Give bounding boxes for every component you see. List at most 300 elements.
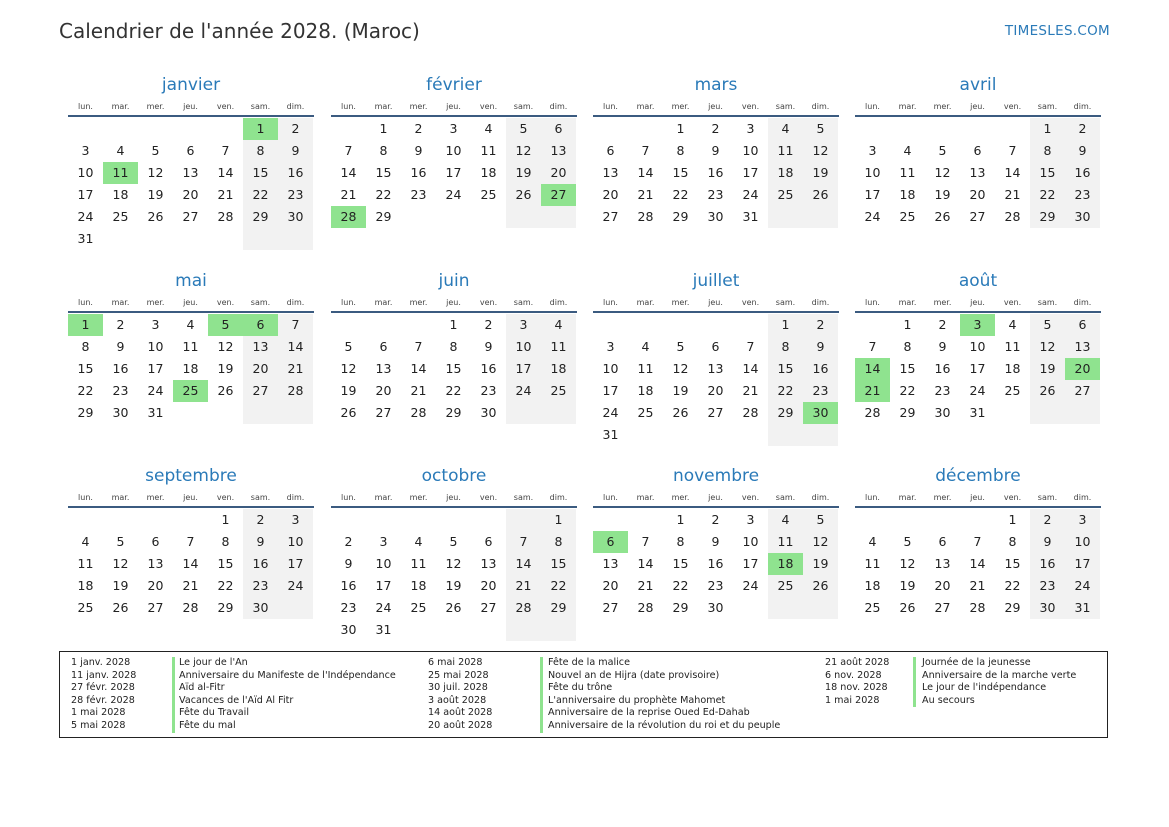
day-cell[interactable]: 13	[147, 556, 164, 571]
day-cell[interactable]: 20	[707, 383, 724, 398]
day-cell[interactable]: 13	[541, 140, 576, 162]
day-cell[interactable]: 11	[480, 143, 497, 158]
day-cell[interactable]: 15	[672, 165, 689, 180]
day-cell[interactable]: 26	[506, 184, 541, 206]
day-cell[interactable]: 30	[803, 402, 838, 424]
day-cell[interactable]: 9	[344, 556, 353, 571]
day-cell[interactable]: 22	[445, 383, 462, 398]
day-cell[interactable]: 31	[602, 427, 619, 442]
day-cell[interactable]: 19	[217, 361, 234, 376]
day-cell[interactable]: 12	[217, 339, 234, 354]
day-cell[interactable]: 22	[243, 184, 278, 206]
day-cell[interactable]: 25	[768, 184, 803, 206]
day-cell[interactable]: 9	[116, 339, 125, 354]
day-cell[interactable]: 30	[1065, 206, 1100, 228]
day-cell[interactable]: 31	[375, 622, 392, 637]
day-cell[interactable]: 17	[864, 187, 881, 202]
day-cell[interactable]: 2	[1030, 509, 1065, 531]
day-cell[interactable]: 30	[340, 622, 357, 637]
day-cell[interactable]: 18	[112, 187, 129, 202]
day-cell[interactable]: 16	[934, 361, 951, 376]
day-cell[interactable]: 16	[803, 358, 838, 380]
day-cell[interactable]: 5	[803, 118, 838, 140]
day-cell[interactable]: 31	[1065, 597, 1100, 619]
day-cell[interactable]: 15	[768, 358, 803, 380]
day-cell[interactable]: 29	[1004, 600, 1021, 615]
day-cell[interactable]: 2	[278, 118, 313, 140]
day-cell[interactable]: 16	[340, 578, 357, 593]
day-cell[interactable]: 11	[637, 361, 654, 376]
day-cell[interactable]: 22	[1004, 578, 1021, 593]
day-cell[interactable]: 27	[602, 600, 619, 615]
day-cell[interactable]: 25	[768, 575, 803, 597]
day-cell[interactable]: 22	[899, 383, 916, 398]
day-cell[interactable]: 17	[445, 165, 462, 180]
day-cell[interactable]: 26	[112, 600, 129, 615]
day-cell[interactable]: 22	[217, 578, 234, 593]
day-cell[interactable]: 14	[742, 361, 759, 376]
day-cell[interactable]: 8	[541, 531, 576, 553]
day-cell[interactable]: 10	[147, 339, 164, 354]
day-cell[interactable]: 18	[768, 553, 803, 575]
day-cell[interactable]: 17	[77, 187, 94, 202]
day-cell[interactable]: 25	[410, 600, 427, 615]
day-cell[interactable]: 2	[938, 317, 947, 332]
day-cell[interactable]: 30	[278, 206, 313, 228]
day-cell[interactable]: 8	[81, 339, 90, 354]
day-cell[interactable]: 1	[676, 512, 685, 527]
day-cell[interactable]: 6	[711, 339, 720, 354]
day-cell[interactable]: 23	[803, 380, 838, 402]
day-cell[interactable]: 15	[899, 361, 916, 376]
day-cell[interactable]: 28	[506, 597, 541, 619]
day-cell[interactable]: 16	[278, 162, 313, 184]
day-cell[interactable]: 19	[506, 162, 541, 184]
day-cell[interactable]: 13	[707, 361, 724, 376]
day-cell[interactable]: 18	[77, 578, 94, 593]
day-cell[interactable]: 6	[484, 534, 493, 549]
day-cell[interactable]: 26	[803, 575, 838, 597]
day-cell[interactable]: 13	[969, 165, 986, 180]
day-cell[interactable]: 28	[217, 209, 234, 224]
day-cell[interactable]: 19	[445, 578, 462, 593]
day-cell[interactable]: 14	[637, 165, 654, 180]
day-cell[interactable]: 27	[602, 209, 619, 224]
day-cell[interactable]: 17	[742, 556, 759, 571]
day-cell[interactable]: 13	[602, 556, 619, 571]
day-cell[interactable]: 18	[480, 165, 497, 180]
day-cell[interactable]: 13	[375, 361, 392, 376]
day-cell[interactable]: 5	[938, 143, 947, 158]
day-cell[interactable]: 24	[969, 383, 986, 398]
day-cell[interactable]: 23	[278, 184, 313, 206]
day-cell[interactable]: 26	[934, 209, 951, 224]
day-cell[interactable]: 15	[672, 556, 689, 571]
day-cell[interactable]: 8	[449, 339, 458, 354]
day-cell[interactable]: 6	[243, 314, 278, 336]
day-cell[interactable]: 18	[182, 361, 199, 376]
day-cell[interactable]: 10	[602, 361, 619, 376]
day-cell[interactable]: 5	[116, 534, 125, 549]
day-cell[interactable]: 25	[637, 405, 654, 420]
day-cell[interactable]: 20	[182, 187, 199, 202]
day-cell[interactable]: 7	[973, 534, 982, 549]
day-cell[interactable]: 12	[672, 361, 689, 376]
day-cell[interactable]: 10	[969, 339, 986, 354]
day-cell[interactable]: 7	[278, 314, 313, 336]
day-cell[interactable]: 29	[899, 405, 916, 420]
day-cell[interactable]: 19	[1030, 358, 1065, 380]
day-cell[interactable]: 1	[449, 317, 458, 332]
day-cell[interactable]: 26	[445, 600, 462, 615]
day-cell[interactable]: 26	[217, 383, 234, 398]
day-cell[interactable]: 30	[934, 405, 951, 420]
day-cell[interactable]: 8	[379, 143, 388, 158]
day-cell[interactable]: 7	[868, 339, 877, 354]
day-cell[interactable]: 22	[541, 575, 576, 597]
day-cell[interactable]: 27	[243, 380, 278, 402]
day-cell[interactable]: 30	[480, 405, 497, 420]
day-cell[interactable]: 9	[243, 531, 278, 553]
day-cell[interactable]: 25	[864, 600, 881, 615]
day-cell[interactable]: 6	[593, 531, 628, 553]
day-cell[interactable]: 23	[934, 383, 951, 398]
day-cell[interactable]: 26	[147, 209, 164, 224]
day-cell[interactable]: 18	[899, 187, 916, 202]
day-cell[interactable]: 8	[1030, 140, 1065, 162]
day-cell[interactable]: 8	[676, 534, 685, 549]
day-cell[interactable]: 22	[375, 187, 392, 202]
day-cell[interactable]: 26	[803, 184, 838, 206]
day-cell[interactable]: 27	[375, 405, 392, 420]
day-cell[interactable]: 25	[112, 209, 129, 224]
day-cell[interactable]: 12	[803, 531, 838, 553]
day-cell[interactable]: 3	[81, 143, 90, 158]
day-cell[interactable]: 19	[934, 187, 951, 202]
day-cell[interactable]: 1	[379, 121, 388, 136]
day-cell[interactable]: 9	[484, 339, 493, 354]
day-cell[interactable]: 27	[969, 209, 986, 224]
day-cell[interactable]: 27	[707, 405, 724, 420]
day-cell[interactable]: 12	[899, 556, 916, 571]
day-cell[interactable]: 21	[278, 358, 313, 380]
day-cell[interactable]: 11	[1004, 339, 1021, 354]
day-cell[interactable]: 15	[445, 361, 462, 376]
day-cell[interactable]: 15	[1030, 162, 1065, 184]
day-cell[interactable]: 29	[672, 600, 689, 615]
day-cell[interactable]: 7	[221, 143, 230, 158]
day-cell[interactable]: 23	[243, 575, 278, 597]
day-cell[interactable]: 11	[77, 556, 94, 571]
day-cell[interactable]: 27	[182, 209, 199, 224]
day-cell[interactable]: 23	[410, 187, 427, 202]
day-cell[interactable]: 2	[1065, 118, 1100, 140]
day-cell[interactable]: 12	[506, 140, 541, 162]
day-cell[interactable]: 1	[903, 317, 912, 332]
day-cell[interactable]: 23	[707, 578, 724, 593]
day-cell[interactable]: 3	[1065, 509, 1100, 531]
day-cell[interactable]: 16	[480, 361, 497, 376]
day-cell[interactable]: 16	[243, 553, 278, 575]
day-cell[interactable]: 17	[1065, 553, 1100, 575]
day-cell[interactable]: 29	[1030, 206, 1065, 228]
day-cell[interactable]: 15	[217, 556, 234, 571]
day-cell[interactable]: 20	[375, 383, 392, 398]
day-cell[interactable]: 3	[506, 314, 541, 336]
day-cell[interactable]: 21	[217, 187, 234, 202]
day-cell[interactable]: 4	[81, 534, 90, 549]
day-cell[interactable]: 15	[77, 361, 94, 376]
day-cell[interactable]: 25	[541, 380, 576, 402]
day-cell[interactable]: 27	[541, 184, 576, 206]
day-cell[interactable]: 19	[803, 162, 838, 184]
day-cell[interactable]: 2	[803, 314, 838, 336]
day-cell[interactable]: 11	[864, 556, 881, 571]
day-cell[interactable]: 29	[445, 405, 462, 420]
day-cell[interactable]: 12	[1030, 336, 1065, 358]
day-cell[interactable]: 1	[768, 314, 803, 336]
day-cell[interactable]: 17	[375, 578, 392, 593]
day-cell[interactable]: 5	[208, 314, 243, 336]
day-cell[interactable]: 24	[742, 187, 759, 202]
day-cell[interactable]: 30	[707, 209, 724, 224]
day-cell[interactable]: 28	[637, 209, 654, 224]
day-cell[interactable]: 5	[903, 534, 912, 549]
day-cell[interactable]: 14	[217, 165, 234, 180]
day-cell[interactable]: 26	[340, 405, 357, 420]
day-cell[interactable]: 7	[344, 143, 353, 158]
day-cell[interactable]: 1	[541, 509, 576, 531]
day-cell[interactable]: 6	[379, 339, 388, 354]
day-cell[interactable]: 3	[151, 317, 160, 332]
day-cell[interactable]: 20	[1065, 358, 1100, 380]
day-cell[interactable]: 5	[1030, 314, 1065, 336]
day-cell[interactable]: 9	[711, 534, 720, 549]
day-cell[interactable]: 1	[1008, 512, 1017, 527]
day-cell[interactable]: 20	[934, 578, 951, 593]
day-cell[interactable]: 14	[278, 336, 313, 358]
day-cell[interactable]: 26	[899, 600, 916, 615]
day-cell[interactable]: 27	[147, 600, 164, 615]
day-cell[interactable]: 23	[112, 383, 129, 398]
day-cell[interactable]: 27	[480, 600, 497, 615]
day-cell[interactable]: 21	[742, 383, 759, 398]
day-cell[interactable]: 6	[1065, 314, 1100, 336]
day-cell[interactable]: 11	[899, 165, 916, 180]
brand-link[interactable]: TIMESLES.COM	[1004, 23, 1110, 39]
day-cell[interactable]: 17	[969, 361, 986, 376]
day-cell[interactable]: 4	[641, 339, 650, 354]
day-cell[interactable]: 5	[344, 339, 353, 354]
day-cell[interactable]: 21	[637, 578, 654, 593]
day-cell[interactable]: 1	[221, 512, 230, 527]
day-cell[interactable]: 17	[742, 165, 759, 180]
day-cell[interactable]: 7	[414, 339, 423, 354]
day-cell[interactable]: 6	[938, 534, 947, 549]
day-cell[interactable]: 10	[375, 556, 392, 571]
day-cell[interactable]: 6	[151, 534, 160, 549]
day-cell[interactable]: 28	[637, 600, 654, 615]
day-cell[interactable]: 2	[116, 317, 125, 332]
day-cell[interactable]: 14	[637, 556, 654, 571]
day-cell[interactable]: 1	[243, 118, 278, 140]
day-cell[interactable]: 7	[641, 534, 650, 549]
day-cell[interactable]: 4	[541, 314, 576, 336]
day-cell[interactable]: 3	[868, 143, 877, 158]
day-cell[interactable]: 9	[711, 143, 720, 158]
day-cell[interactable]: 14	[969, 556, 986, 571]
day-cell[interactable]: 13	[480, 556, 497, 571]
day-cell[interactable]: 14	[182, 556, 199, 571]
day-cell[interactable]: 31	[742, 209, 759, 224]
day-cell[interactable]: 29	[77, 405, 94, 420]
day-cell[interactable]: 6	[541, 118, 576, 140]
day-cell[interactable]: 18	[1004, 361, 1021, 376]
day-cell[interactable]: 24	[864, 209, 881, 224]
day-cell[interactable]: 6	[606, 143, 615, 158]
day-cell[interactable]: 23	[340, 600, 357, 615]
day-cell[interactable]: 15	[541, 553, 576, 575]
day-cell[interactable]: 24	[147, 383, 164, 398]
day-cell[interactable]: 15	[1004, 556, 1021, 571]
day-cell[interactable]: 28	[742, 405, 759, 420]
day-cell[interactable]: 16	[1065, 162, 1100, 184]
day-cell[interactable]: 6	[186, 143, 195, 158]
day-cell[interactable]: 18	[410, 578, 427, 593]
day-cell[interactable]: 15	[243, 162, 278, 184]
day-cell[interactable]: 12	[934, 165, 951, 180]
day-cell[interactable]: 19	[340, 383, 357, 398]
day-cell[interactable]: 16	[410, 165, 427, 180]
day-cell[interactable]: 18	[637, 383, 654, 398]
day-cell[interactable]: 9	[1065, 140, 1100, 162]
day-cell[interactable]: 2	[344, 534, 353, 549]
day-cell[interactable]: 10	[1065, 531, 1100, 553]
day-cell[interactable]: 21	[1004, 187, 1021, 202]
day-cell[interactable]: 4	[414, 534, 423, 549]
day-cell[interactable]: 7	[641, 143, 650, 158]
day-cell[interactable]: 11	[410, 556, 427, 571]
day-cell[interactable]: 22	[1030, 184, 1065, 206]
day-cell[interactable]: 20	[602, 187, 619, 202]
day-cell[interactable]: 10	[278, 531, 313, 553]
day-cell[interactable]: 22	[672, 578, 689, 593]
day-cell[interactable]: 3	[449, 121, 458, 136]
day-cell[interactable]: 31	[147, 405, 164, 420]
day-cell[interactable]: 14	[410, 361, 427, 376]
day-cell[interactable]: 11	[768, 140, 803, 162]
day-cell[interactable]: 2	[484, 317, 493, 332]
day-cell[interactable]: 6	[973, 143, 982, 158]
day-cell[interactable]: 3	[746, 512, 755, 527]
day-cell[interactable]: 28	[864, 405, 881, 420]
day-cell[interactable]: 29	[541, 597, 576, 619]
day-cell[interactable]: 12	[803, 140, 838, 162]
day-cell[interactable]: 28	[331, 206, 366, 228]
day-cell[interactable]: 30	[243, 597, 278, 619]
day-cell[interactable]: 24	[278, 575, 313, 597]
day-cell[interactable]: 12	[147, 165, 164, 180]
day-cell[interactable]: 18	[541, 358, 576, 380]
day-cell[interactable]: 20	[602, 578, 619, 593]
day-cell[interactable]: 24	[77, 209, 94, 224]
day-cell[interactable]: 23	[1030, 575, 1065, 597]
day-cell[interactable]: 10	[445, 143, 462, 158]
day-cell[interactable]: 29	[243, 206, 278, 228]
day-cell[interactable]: 11	[768, 531, 803, 553]
day-cell[interactable]: 3	[960, 314, 995, 336]
day-cell[interactable]: 9	[1030, 531, 1065, 553]
day-cell[interactable]: 24	[445, 187, 462, 202]
day-cell[interactable]: 9	[414, 143, 423, 158]
day-cell[interactable]: 17	[147, 361, 164, 376]
day-cell[interactable]: 5	[506, 118, 541, 140]
day-cell[interactable]: 7	[1008, 143, 1017, 158]
day-cell[interactable]: 20	[480, 578, 497, 593]
day-cell[interactable]: 22	[77, 383, 94, 398]
day-cell[interactable]: 3	[746, 121, 755, 136]
day-cell[interactable]: 21	[182, 578, 199, 593]
day-cell[interactable]: 4	[868, 534, 877, 549]
day-cell[interactable]: 24	[375, 600, 392, 615]
day-cell[interactable]: 27	[1065, 380, 1100, 402]
day-cell[interactable]: 10	[864, 165, 881, 180]
day-cell[interactable]: 11	[103, 162, 138, 184]
day-cell[interactable]: 28	[969, 600, 986, 615]
day-cell[interactable]: 11	[182, 339, 199, 354]
day-cell[interactable]: 18	[768, 162, 803, 184]
day-cell[interactable]: 5	[803, 509, 838, 531]
day-cell[interactable]: 2	[711, 121, 720, 136]
day-cell[interactable]: 19	[112, 578, 129, 593]
day-cell[interactable]: 1	[68, 314, 103, 336]
day-cell[interactable]: 5	[676, 339, 685, 354]
day-cell[interactable]: 9	[803, 336, 838, 358]
day-cell[interactable]: 31	[77, 231, 94, 246]
day-cell[interactable]: 27	[934, 600, 951, 615]
day-cell[interactable]: 17	[506, 358, 541, 380]
day-cell[interactable]: 19	[147, 187, 164, 202]
day-cell[interactable]: 22	[768, 380, 803, 402]
day-cell[interactable]: 8	[243, 140, 278, 162]
day-cell[interactable]: 29	[672, 209, 689, 224]
day-cell[interactable]: 13	[182, 165, 199, 180]
day-cell[interactable]: 5	[449, 534, 458, 549]
day-cell[interactable]: 24	[742, 578, 759, 593]
day-cell[interactable]: 11	[541, 336, 576, 358]
day-cell[interactable]: 31	[969, 405, 986, 420]
day-cell[interactable]: 26	[672, 405, 689, 420]
day-cell[interactable]: 26	[1030, 380, 1065, 402]
day-cell[interactable]: 20	[969, 187, 986, 202]
day-cell[interactable]: 1	[676, 121, 685, 136]
day-cell[interactable]: 25	[173, 380, 208, 402]
day-cell[interactable]: 28	[410, 405, 427, 420]
day-cell[interactable]: 29	[217, 600, 234, 615]
day-cell[interactable]: 2	[414, 121, 423, 136]
day-cell[interactable]: 20	[147, 578, 164, 593]
day-cell[interactable]: 20	[243, 358, 278, 380]
day-cell[interactable]: 14	[855, 358, 890, 380]
day-cell[interactable]: 16	[1030, 553, 1065, 575]
day-cell[interactable]: 10	[506, 336, 541, 358]
day-cell[interactable]: 25	[480, 187, 497, 202]
day-cell[interactable]: 24	[1065, 575, 1100, 597]
day-cell[interactable]: 22	[672, 187, 689, 202]
day-cell[interactable]: 23	[707, 187, 724, 202]
day-cell[interactable]: 29	[375, 209, 392, 224]
day-cell[interactable]: 28	[1004, 209, 1021, 224]
